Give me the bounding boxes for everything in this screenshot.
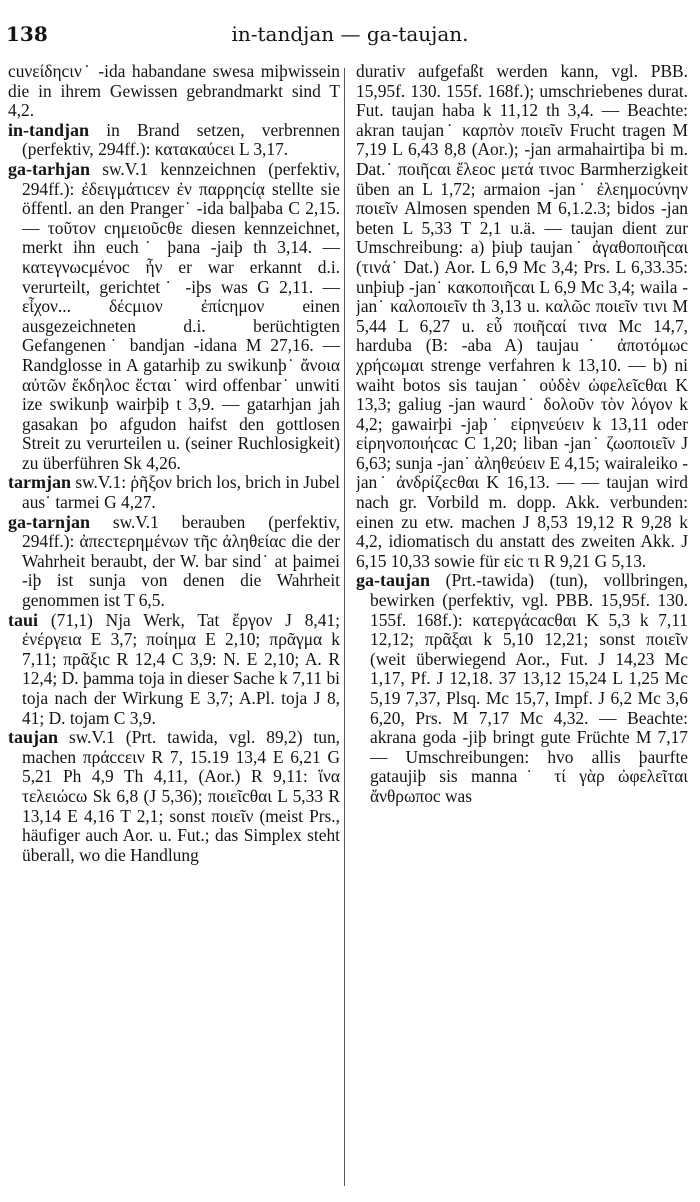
dictionary-entry <box>8 121 340 160</box>
entry-text: durativ aufgefaßt werden kann, vgl. PBB. 15,95f. 130. 155f. 168f.); umschriebenes durat. Fut. taujan haba k 11,12 th 3,4. — Beachte: akran taujan˙ καρπὸν ποιεῖν Frucht tragen M 7,19 L 6,43 8,8 (Aor.); -jan armahairtiþa bi m. Dat.˙ ποιῆcαι ἔλεοc μετά τινοc Barmherzigkeit üben an L 1,72; armaion -jan˙ ἐλεημοcύνην ποιεῖν Almosen spenden M 6,1.2.3; bidos -jan beten L 5,33 T 2,1 u.ä. — taujan dient zur Umschreibung: a) þiuþ taujan˙ ἀγαθοποιῆcαι (τινά˙ Dat.) Aor. L 6,9 Mc 3,4; Prs. L 6,33.35: unþiuþ -jan˙ κακοποιῆcαι L 6,9 Mc 3,4; waila -jan˙ καλοποιεῖν th 3,13 u. καλῶc ποιεῖν τινι M 5,44 L 6,27 u. εὖ ποιῆcαί τινα Mc 14,7, harduba (B: -aba A) taujau˙ ἀποτόμωc χρήcωμαι strenge verfahren k 13,10. — b) ni waiht botos sis taujan˙ οὐδὲν ὠφελεῖcθαι K 13,3; galiug -jan waurd˙ δολοῦν τὸν λόγον k 4,2; gawairþi -jaþ˙ εἰρηνεύειν k 13,11 oder εἰρηνοποιήcαc C 1,20; liban -jan˙ ζωοποιεῖν J 6,63; sunja -jan˙ ἀληθεύειν E 4,15; wairaleiko -jan˙ ἀνδρίζεcθαι K 16,13. — — taujan wird nach gr. Vorbild m. dopp. Akk. verbunden: einen zu etw. machen J 8,53 19,12 R 9,28 k 4,2, idiomatisch du anstatt des zweiten Akk. J 6,15 10,33 sowie für εἰc τι R 9,21 G 5,13. <box>356 62 688 571</box>
dictionary-entry <box>8 160 340 474</box>
entry-headword: in-tandjan <box>8 119 90 140</box>
dictionary-entry <box>8 611 340 729</box>
entry-headword: taui <box>8 609 39 630</box>
entry-text: sw.V.1: ῥῆξον brich los, brich in Jubel aus˙ tarmei G 4,27. <box>22 472 340 513</box>
entry-headword: tarmjan <box>8 472 71 493</box>
running-title: in-tandjan — ga-taujan. <box>231 22 469 46</box>
entry-continuation <box>356 62 688 571</box>
entry-continuation <box>8 62 340 121</box>
entry-text: sw.V.1 berauben (perfektiv, 294ff.): ἀπεcτερημένων τῆc ἀληθείαc die der Wahrheit beraubt, der W. bar sind˙ at þaimei -iþ ist sunja von denen die Wahrheit genommen ist T 6,5. <box>22 511 340 611</box>
entry-text: in Brand setzen, verbrennen (perfektiv, 294ff.): κατακαύcει L 3,17. <box>22 119 340 160</box>
left-column <box>8 62 340 1192</box>
entry-text: (71,1) Nja Werk, Tat ἔργον J 8,41; ἐνέργεια E 3,7; ποίημα E 2,10; πρᾶγμα k 7,11; πρᾶξιc R 12,4 C 3,9: N. E 2,10; A. R 12,4; D. þamma toja in dieser Sache k 7,11 bi toja nach der Wirkung E 3,7; A.Pl. toja J 8, 41; D. tojam C 3,9. <box>22 609 340 728</box>
dictionary-entry <box>8 473 340 512</box>
dictionary-entry <box>8 513 340 611</box>
entry-headword: ga-tarhjan <box>8 158 90 179</box>
entry-headword: ga-tarnjan <box>8 511 90 532</box>
running-head <box>0 22 700 52</box>
entry-text: cuνείδηcιν˙ -ida habandane swesa miþwissein die in ihrem Gewissen gebrandmarkt sind T 4,2. <box>8 62 340 121</box>
entry-text: sw.V.1 kennzeichnen (perfektiv, 294ff.): ἐδειγμάτιcεν ἐν παρρηcίᾳ stellte sie öffentl. an den Pranger˙ -ida balþaba C 2,15. — τοῦτον cημειοῦcθε diesen kennzeichnet, merkt ihn euch˙ þana -jaiþ th 3,14. — κατεγνωcμένοc ἦν er war erkannt d.i. verurteilt, gerichtet˙ -iþs was G 2,11. — εἶχον... δέcμιον ἐπίcημον einen ausgezeichneten d.i. berüchtigten Gefangenen˙ bandjan -idana M 27,16. — Randglosse in A gatarhiþ zu swikunþ˙ ἄνοια αὐτῶν ἔκδηλοc ἔcται˙ wird offenbar˙ unwiti ize swikunþ wairþiþ t 3,9. — gatarhjan jah gasakan þo afgudon haifst den gottlosen Streit zu verurteilen u. (seiner Ruchlosigkeit) zu überführen Sk 4,26. <box>22 158 340 473</box>
dictionary-entry <box>356 571 688 806</box>
page-number: 138 <box>6 22 48 46</box>
entry-headword: ga-taujan <box>356 570 431 591</box>
right-column <box>356 62 688 1192</box>
entry-headword: taujan <box>8 727 59 748</box>
entry-text: sw.V.1 (Prt. tawida, vgl. 89,2) tun, machen πράccειν R 7, 15.19 13,4 E 6,21 G 5,21 Ph 4,9 Th 4,11, (Aor.) R 9,11: ἵνα τελειώcω Sk 6,8 (J 5,36); ποιεῖcθαι L 5,33 R 13,14 E 4,16 T 2,1; sonst ποιεῖν (meist Prs., häufiger auch Aor. u. Fut.; das Simplex steht überall, wo die Handlung <box>22 727 340 865</box>
dictionary-entry <box>8 728 340 865</box>
column-divider <box>344 68 345 1186</box>
entry-text: (Prt.-tawida) (tun), vollbringen, bewirken (perfektiv, vgl. PBB. 15,95f. 130. 155f. 168f.): κατεργάcαcθαι K 5,3 k 7,11 12,12; πρᾶξαι k 5,10 12,21; sonst ποιεῖν (weit überwiegend Aor., Fut. J 14,23 Mc 1,17, Pf. J 12,18. 37 13,12 15,24 L 1,25 Mc 5,19 7,37, Plsq. Mc 15,7, Impf. J 6,2 Mc 3,6 6,20, Prs. M 7,17 Mc 4,32. — Beachte: akrana goda -jiþ bringt gute Früchte M 7,17 — Umschreibungen: hvo allis þaurfte gataujiþ sis manna˙ τί γὰρ ὠφελεῖται ἄνθρωποc was <box>370 570 688 806</box>
